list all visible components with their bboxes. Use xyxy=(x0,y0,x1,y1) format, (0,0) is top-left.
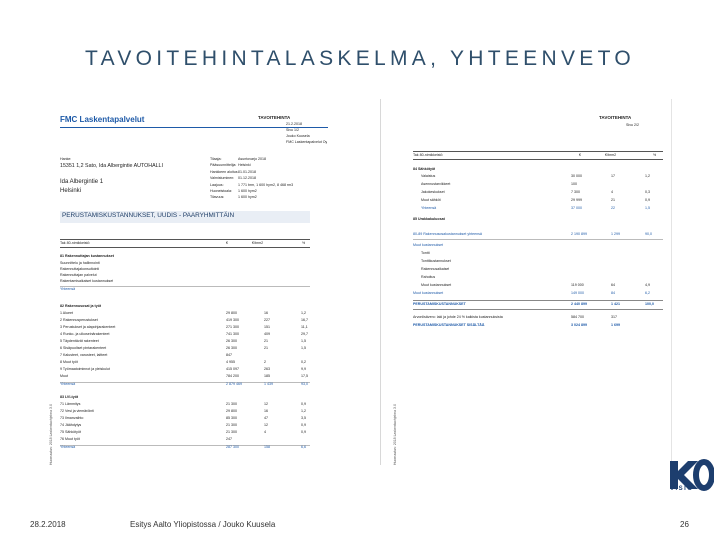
cell-pct: 0,9 xyxy=(301,402,306,406)
footer-presenter: Esitys Aalto Yliopistossa / Jouko Kuusela xyxy=(130,520,276,529)
cell-name: 75 Sähkötyöt xyxy=(60,430,81,434)
cell-name: 3 Perustukset ja alapohjarakenteet xyxy=(60,325,116,329)
cell-eur: 29 999 xyxy=(571,198,582,202)
cell-pct: 11,1 xyxy=(301,325,308,329)
group-total-label: Yhteensä xyxy=(60,287,76,291)
cell-eur: 37 000 xyxy=(571,206,582,210)
logo-text: VISIO xyxy=(670,486,694,492)
table-row xyxy=(421,182,663,190)
cell-name: 4 Runko- ja ulkoseinärakenteet xyxy=(60,332,110,336)
table-row xyxy=(60,437,310,444)
cell-eur-m2: 12 xyxy=(264,423,268,427)
table-row xyxy=(60,318,310,325)
right-side-note: Huomautus: 2018 Laskentaohjelma 3.0 xyxy=(393,404,397,465)
cell-name: 80-89 Rakennusosakustannukset yhteensä xyxy=(413,232,482,236)
cell-name: 5 Täydentävät rakenteet xyxy=(60,339,99,343)
group-title: 83 LVI-työt xyxy=(60,395,79,399)
group-total-row xyxy=(413,291,663,296)
cell-name: 8 Muut työt xyxy=(60,360,78,364)
cell-eur: 30 000 xyxy=(571,174,582,178)
table-header-rule xyxy=(60,247,310,248)
left-page: Sivu 1/2 xyxy=(286,128,299,132)
cell-name: Yhteensä xyxy=(60,382,76,386)
table-row xyxy=(60,339,310,346)
cell-eur: 21 300 xyxy=(226,423,237,427)
cell-eur: 100 xyxy=(571,182,577,186)
col-header-eur-m2: €/brm2 xyxy=(605,153,617,157)
cell-eur-m2: 1 439 xyxy=(264,382,273,386)
table-row: Rakennuttajakonsultointi xyxy=(60,267,100,271)
table-row xyxy=(60,311,310,318)
table-row xyxy=(60,402,310,409)
left-side-note: Huomautus: 2018 Laskentaohjelma 3.0 xyxy=(49,404,53,465)
cell-eur-m2: 64 xyxy=(611,283,615,287)
meta-key: Tilavuus: xyxy=(210,195,225,200)
cell-eur: 2 879 469 xyxy=(226,382,242,386)
cell-eur-m2: 12 xyxy=(264,402,268,406)
cell-pct: 1,5 xyxy=(301,346,306,350)
group-title: 81 Rakennuttajan kustannukset xyxy=(60,254,114,258)
cell-eur-m2: 16 xyxy=(264,311,268,315)
cell-eur: 26 300 xyxy=(226,346,237,350)
cell-eur: 2 190 899 xyxy=(571,232,587,236)
meta-key: Huoneistoala: xyxy=(210,188,232,193)
left-heading: TAVOITEHINTA xyxy=(258,115,291,120)
cell-eur: 21 300 xyxy=(226,430,237,434)
cell-name: 76 Muut työt xyxy=(60,437,80,441)
cell-eur-m2: 151 xyxy=(264,325,270,329)
table-row xyxy=(60,353,310,360)
col-header-name: Tak 80-nimikkeistö xyxy=(413,153,443,157)
table-row: Rakennusaikaiset xyxy=(421,267,450,271)
table-row xyxy=(421,283,663,288)
table-row: Tonttikustannukset xyxy=(421,259,451,263)
cell-name: 2 Rakennusperustukset xyxy=(60,318,98,322)
table-row xyxy=(60,346,310,353)
cell-eur: 584 700 xyxy=(571,315,584,319)
table-header-rule xyxy=(413,159,663,160)
cell-name: Muut kustannukset xyxy=(421,283,452,287)
cell-eur: 119 000 xyxy=(571,283,584,287)
cell-pct: 1,2 xyxy=(645,174,650,178)
meta-value: 1 600 hym2 xyxy=(238,188,257,193)
cell-eur: 3 024 899 xyxy=(571,323,587,327)
cell-eur-m2: 21 xyxy=(611,198,615,202)
meta-key: Hankkeen aloitus: xyxy=(210,169,239,174)
meta-value: Helsinki xyxy=(238,163,251,168)
cell-eur-m2: 47 xyxy=(264,416,268,420)
table-header-rule xyxy=(413,151,663,152)
col-header-pct: % xyxy=(653,153,657,157)
page-number: 26 xyxy=(680,520,689,529)
cell-eur-m2: 22 xyxy=(611,206,615,210)
meta-value: 1 600 hym2 xyxy=(238,195,257,200)
table-row: Rahoitus xyxy=(421,275,436,279)
cell-name: Valaistus xyxy=(421,174,436,178)
cell-eur: 21 300 xyxy=(226,402,237,406)
cell-eur-m2: 1 299 xyxy=(611,232,620,236)
meta-key: Valmistuminen: xyxy=(210,176,235,181)
cell-pct: 3,5 xyxy=(301,416,306,420)
cell-eur-m2: 84 xyxy=(611,291,615,295)
col-header-name: Tak 80-nimikkeistö xyxy=(60,241,90,245)
cell-pct: 0,2 xyxy=(301,360,306,364)
cell-eur-m2: 16 xyxy=(264,409,268,413)
table-row xyxy=(60,360,310,367)
cell-pct: 6,6 xyxy=(301,445,306,449)
cell-name: Muut xyxy=(60,374,68,378)
table-row xyxy=(60,409,310,416)
cell-name: 73 Ilmanvaihto xyxy=(60,416,84,420)
group2-rows xyxy=(60,311,310,389)
meta-label-hanke: Hanke: xyxy=(60,157,72,161)
cell-pct: 1,5 xyxy=(301,339,306,343)
row-rule xyxy=(413,300,663,301)
cell-eur: 271 300 xyxy=(226,325,239,329)
cell-eur: 847 xyxy=(226,353,232,357)
group-title: Muut kustannukset xyxy=(413,243,444,247)
cell-eur-m2: 409 xyxy=(264,332,270,336)
cell-name: Arvonlisävero: laki ja johde 24 % kaikista kustannuksista xyxy=(413,315,503,319)
cell-eur: 85 300 xyxy=(226,416,237,420)
grand-total-row xyxy=(413,302,663,307)
table-row xyxy=(421,190,663,198)
cell-eur: 149 000 xyxy=(571,291,584,295)
meta-key: Tilaaja: xyxy=(210,157,222,161)
table-row: Rakentamisaikaiset kustannukset xyxy=(60,279,114,283)
cell-eur: 287 300 xyxy=(226,445,239,449)
cell-eur-m2: 317 xyxy=(611,315,617,319)
left-date: 21.2.2018 xyxy=(286,122,302,126)
cell-eur-m2: 4 xyxy=(264,430,266,434)
subtotal-row xyxy=(413,232,663,237)
cell-eur-m2: 1 699 xyxy=(611,323,620,327)
cell-eur: 247 xyxy=(226,437,232,441)
group3-rows xyxy=(60,402,310,452)
cell-name: Yhteensä xyxy=(421,206,437,210)
brand-name: FMC Laskentapalvelut xyxy=(60,115,145,124)
row-rule xyxy=(60,286,310,287)
cell-eur: 784 200 xyxy=(226,374,239,378)
footer-date: 28.2.2018 xyxy=(30,520,66,529)
cell-name: 1 Alueet xyxy=(60,311,73,315)
meta-value: 1 771 brm, 1 600 hym2, 8 468 rm3 xyxy=(238,182,294,187)
group-title: 82 Rakennusosat ja työt xyxy=(60,304,102,308)
cell-eur: 4 955 xyxy=(226,360,235,364)
group-a-rows xyxy=(421,174,663,214)
table-row xyxy=(60,367,310,374)
cell-eur-m2: 185 xyxy=(264,374,270,378)
vat-row xyxy=(413,315,663,320)
col-header-eur-m2: €/brm2 xyxy=(252,241,264,245)
project-city: Helsinki xyxy=(60,188,82,194)
cell-name: 7 Kalusteet, varusteet, laitteet xyxy=(60,353,108,357)
table-row xyxy=(60,430,310,437)
cell-name: 9 Työmaatoiminnot ja yleiskulut xyxy=(60,367,110,371)
table-row xyxy=(421,174,663,182)
group-title: 84 Sähkötyöt xyxy=(413,167,436,171)
cell-eur: 29 800 xyxy=(226,409,237,413)
cell-eur-m2: 21 xyxy=(264,339,268,343)
cell-name: Muut kustannukset xyxy=(413,291,444,295)
col-header-eur: € xyxy=(579,153,581,157)
meta-value: Asuntovarjo 2018 xyxy=(238,157,266,161)
table-row xyxy=(60,423,310,430)
table-row: Tontti xyxy=(421,251,430,255)
right-document-page xyxy=(380,99,672,465)
slide-title: TAVOITEHINTALASKELMA, YHTEENVETO xyxy=(85,47,635,70)
cell-eur-m2: 17 xyxy=(611,174,615,178)
cell-eur-m2: 2 xyxy=(264,360,266,364)
cell-name: Asennustarvikkeet xyxy=(421,182,451,186)
table-row xyxy=(60,325,310,332)
final-total-row xyxy=(413,323,663,328)
cell-eur: 29 800 xyxy=(226,311,237,315)
group-total-row xyxy=(421,206,663,214)
cell-pct: 6,2 xyxy=(645,291,650,295)
section-title: PERUSTAMISKUSTANNUKSET, UUDIS - PAARYHMITTÄIN xyxy=(62,212,235,219)
group-total-row xyxy=(60,382,310,389)
cell-eur-m2: 1 421 xyxy=(611,302,620,306)
cell-pct: 90,0 xyxy=(645,232,652,236)
cell-eur: 741 300 xyxy=(226,332,239,336)
col-header-eur: € xyxy=(226,241,228,245)
cell-name: PERUSTAMISKUSTANNUKSET SISÄLTÄÄ xyxy=(413,323,485,327)
cell-eur: 419 300 xyxy=(226,318,239,322)
cell-pct: 4,9 xyxy=(645,283,650,287)
cell-eur-m2: 158 xyxy=(264,445,270,449)
right-page: Sivu 2/2 xyxy=(626,123,639,127)
cell-name: 74 Jäähdytys xyxy=(60,423,82,427)
cell-pct: 100,0 xyxy=(645,302,654,306)
left-document-page xyxy=(48,99,329,465)
cell-pct: 9,9 xyxy=(301,367,306,371)
project-name: 15351 1,2 Sato, Ida Albergintie AUTOHALLI xyxy=(60,163,163,169)
cell-pct: 1,2 xyxy=(301,409,306,413)
row-rule xyxy=(413,239,663,240)
meta-right-block xyxy=(210,157,294,200)
cell-pct: 93,0 xyxy=(301,382,308,386)
cell-eur-m2: 263 xyxy=(264,367,270,371)
left-author: Jouko Kuusela xyxy=(286,134,310,138)
group-title: 85 Urakkakuluosat xyxy=(413,217,445,221)
table-header-rule xyxy=(60,239,310,240)
cell-eur: 7 300 xyxy=(571,190,580,194)
group-total-row xyxy=(60,445,310,452)
cell-name: 71 Lämmitys xyxy=(60,402,81,406)
cell-name: Yhteensä xyxy=(60,445,76,449)
cell-name: Muut sähköt xyxy=(421,198,441,202)
cell-eur-m2: 21 xyxy=(264,346,268,350)
cell-name: 72 Vesi ja viemäröinti xyxy=(60,409,94,413)
meta-value: 01.12.2018 xyxy=(238,176,256,181)
cell-pct: 1,2 xyxy=(301,311,306,315)
cell-pct: 0,9 xyxy=(301,430,306,434)
right-heading: TAVOITEHINTA xyxy=(599,115,632,120)
meta-key: Laajuus: xyxy=(210,182,224,187)
row-rule xyxy=(413,309,663,310)
table-row xyxy=(60,332,310,339)
table-row xyxy=(421,198,663,206)
meta-key: Pääsuunnittelija: xyxy=(210,163,237,168)
cell-pct: 0,9 xyxy=(645,198,650,202)
cell-name: Jakokeskukset xyxy=(421,190,445,194)
cell-pct: 0,3 xyxy=(645,190,650,194)
cell-eur: 2 440 899 xyxy=(571,302,587,306)
table-row xyxy=(60,416,310,423)
table-row: Rakennuttajan palvelut xyxy=(60,273,97,277)
cell-eur-m2: 227 xyxy=(264,318,270,322)
cell-eur: 415 097 xyxy=(226,367,239,371)
cell-eur: 26 300 xyxy=(226,339,237,343)
cell-pct: 17,5 xyxy=(301,374,308,378)
col-header-pct: % xyxy=(302,241,306,245)
left-company: FMC Laskentapalvelut Oy xyxy=(286,140,328,144)
cell-pct: 29,7 xyxy=(301,332,308,336)
cell-name: 6 Sisäpuoliset pintarakenteet xyxy=(60,346,107,350)
cell-pct: 16,7 xyxy=(301,318,308,322)
cell-eur-m2: 4 xyxy=(611,190,613,194)
table-row: Suunnittelu ja hallinnointi xyxy=(60,261,100,265)
cell-name: PERUSTAMISKUSTANNUKSET xyxy=(413,302,466,306)
cell-pct: 1,5 xyxy=(645,206,650,210)
cell-pct: 0,9 xyxy=(301,423,306,427)
meta-value: 01.01.2018 xyxy=(238,169,256,174)
project-address: Ida Albergintie 1 xyxy=(60,179,104,185)
table-row xyxy=(60,374,310,381)
